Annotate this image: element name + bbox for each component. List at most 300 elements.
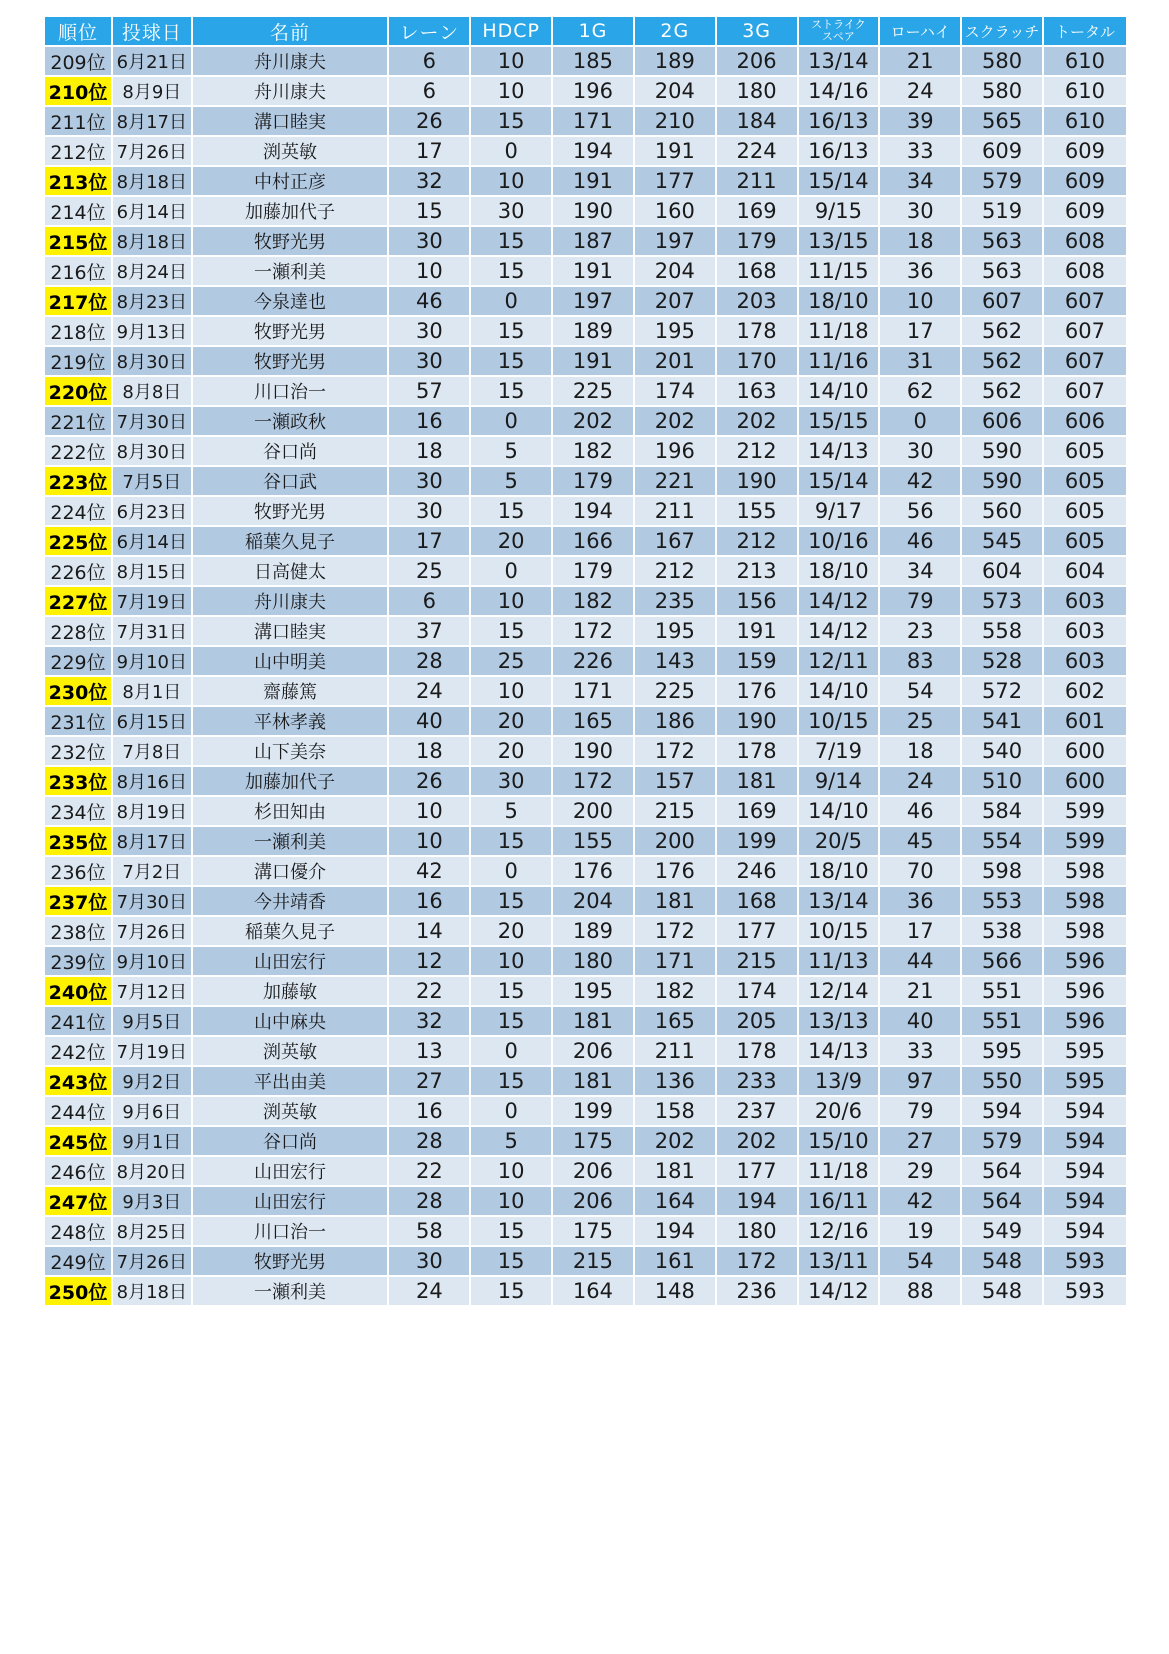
game2-cell: 189 (635, 47, 715, 75)
game1-cell: 175 (553, 1127, 633, 1155)
date-cell: 8月1日 (113, 677, 191, 705)
rank-cell: 212位 (45, 137, 111, 165)
low-high-cell: 34 (880, 557, 960, 585)
game1-cell: 191 (553, 347, 633, 375)
name-cell: 渕英敏 (193, 137, 388, 165)
low-high-cell: 54 (880, 1247, 960, 1275)
hdcp-cell: 0 (471, 407, 551, 435)
table-row (45, 677, 1126, 705)
game2-cell: 211 (635, 497, 715, 525)
name-cell: 日高健太 (193, 557, 388, 585)
lane-cell: 16 (389, 1097, 469, 1125)
scratch-cell: 549 (962, 1217, 1042, 1245)
game1-cell: 190 (553, 737, 633, 765)
date-cell: 8月8日 (113, 377, 191, 405)
name-cell: 溝口優介 (193, 857, 388, 885)
game2-cell: 171 (635, 947, 715, 975)
scratch-cell: 563 (962, 257, 1042, 285)
game1-cell: 191 (553, 257, 633, 285)
game3-cell: 177 (717, 917, 797, 945)
name-cell: 加藤加代子 (193, 767, 388, 795)
game1-cell: 197 (553, 287, 633, 315)
game3-cell: 177 (717, 1157, 797, 1185)
game2-cell: 157 (635, 767, 715, 795)
lane-cell: 30 (389, 227, 469, 255)
rank-cell: 245位 (45, 1127, 111, 1155)
strike-spare-cell: 18/10 (799, 557, 879, 585)
table-row (45, 1187, 1126, 1215)
date-cell: 9月5日 (113, 1007, 191, 1035)
strike-spare-cell: 13/13 (799, 1007, 879, 1035)
date-cell: 7月26日 (113, 137, 191, 165)
scratch-cell: 590 (962, 437, 1042, 465)
lane-cell: 17 (389, 137, 469, 165)
table-row (45, 287, 1126, 315)
table-row (45, 947, 1126, 975)
rank-cell: 231位 (45, 707, 111, 735)
total-cell: 596 (1044, 977, 1126, 1005)
hdcp-cell: 30 (471, 767, 551, 795)
date-cell: 9月10日 (113, 647, 191, 675)
header-lane: レーン (389, 17, 469, 45)
game3-cell: 156 (717, 587, 797, 615)
strike-spare-cell: 16/13 (799, 107, 879, 135)
game3-cell: 172 (717, 1247, 797, 1275)
low-high-cell: 44 (880, 947, 960, 975)
name-cell: 中村正彦 (193, 167, 388, 195)
name-cell: 山中明美 (193, 647, 388, 675)
game1-cell: 155 (553, 827, 633, 855)
hdcp-cell: 20 (471, 917, 551, 945)
hdcp-cell: 10 (471, 77, 551, 105)
rank-cell: 227位 (45, 587, 111, 615)
strike-spare-cell: 18/10 (799, 287, 879, 315)
rank-cell: 241位 (45, 1007, 111, 1035)
total-cell: 603 (1044, 617, 1126, 645)
table-row (45, 857, 1126, 885)
game1-cell: 179 (553, 557, 633, 585)
scratch-cell: 606 (962, 407, 1042, 435)
scratch-cell: 538 (962, 917, 1042, 945)
hdcp-cell: 15 (471, 377, 551, 405)
table-row (45, 107, 1126, 135)
strike-spare-cell: 13/14 (799, 47, 879, 75)
table-row (45, 1007, 1126, 1035)
hdcp-cell: 10 (471, 167, 551, 195)
hdcp-cell: 20 (471, 527, 551, 555)
strike-spare-cell: 11/13 (799, 947, 879, 975)
rank-cell: 240位 (45, 977, 111, 1005)
strike-spare-cell: 13/9 (799, 1067, 879, 1095)
total-cell: 594 (1044, 1127, 1126, 1155)
game2-cell: 161 (635, 1247, 715, 1275)
date-cell: 8月19日 (113, 797, 191, 825)
lane-cell: 40 (389, 707, 469, 735)
game1-cell: 171 (553, 677, 633, 705)
lane-cell: 16 (389, 407, 469, 435)
game1-cell: 189 (553, 317, 633, 345)
game2-cell: 195 (635, 317, 715, 345)
lane-cell: 32 (389, 1007, 469, 1035)
game2-cell: 158 (635, 1097, 715, 1125)
scratch-cell: 563 (962, 227, 1042, 255)
low-high-cell: 33 (880, 1037, 960, 1065)
total-cell: 610 (1044, 107, 1126, 135)
header-low-high: ローハイ (880, 17, 960, 45)
name-cell: 川口治一 (193, 1217, 388, 1245)
hdcp-cell: 10 (471, 677, 551, 705)
game3-cell: 205 (717, 1007, 797, 1035)
total-cell: 599 (1044, 827, 1126, 855)
date-cell: 8月20日 (113, 1157, 191, 1185)
total-cell: 596 (1044, 1007, 1126, 1035)
table-row (45, 77, 1126, 105)
game3-cell: 206 (717, 47, 797, 75)
scratch-cell: 551 (962, 977, 1042, 1005)
scratch-cell: 545 (962, 527, 1042, 555)
rank-cell: 238位 (45, 917, 111, 945)
game2-cell: 210 (635, 107, 715, 135)
game3-cell: 199 (717, 827, 797, 855)
game2-cell: 136 (635, 1067, 715, 1095)
scratch-cell: 565 (962, 107, 1042, 135)
strike-spare-cell: 14/12 (799, 1277, 879, 1305)
total-cell: 599 (1044, 797, 1126, 825)
game1-cell: 199 (553, 1097, 633, 1125)
lane-cell: 26 (389, 107, 469, 135)
strike-spare-cell: 7/19 (799, 737, 879, 765)
rank-cell: 211位 (45, 107, 111, 135)
name-cell: 溝口睦実 (193, 107, 388, 135)
lane-cell: 18 (389, 437, 469, 465)
date-cell: 8月18日 (113, 1277, 191, 1305)
scratch-cell: 541 (962, 707, 1042, 735)
hdcp-cell: 20 (471, 707, 551, 735)
hdcp-cell: 10 (471, 947, 551, 975)
lane-cell: 14 (389, 917, 469, 945)
rank-cell: 217位 (45, 287, 111, 315)
date-cell: 8月30日 (113, 347, 191, 375)
game1-cell: 185 (553, 47, 633, 75)
table-row (45, 527, 1126, 555)
game3-cell: 170 (717, 347, 797, 375)
rank-cell: 209位 (45, 47, 111, 75)
name-cell: 稲葉久見子 (193, 917, 388, 945)
total-cell: 604 (1044, 557, 1126, 585)
strike-spare-cell: 9/14 (799, 767, 879, 795)
date-cell: 7月12日 (113, 977, 191, 1005)
game3-cell: 159 (717, 647, 797, 675)
table-row (45, 407, 1126, 435)
game2-cell: 148 (635, 1277, 715, 1305)
date-cell: 9月10日 (113, 947, 191, 975)
low-high-cell: 79 (880, 587, 960, 615)
game1-cell: 206 (553, 1157, 633, 1185)
game2-cell: 160 (635, 197, 715, 225)
game2-cell: 186 (635, 707, 715, 735)
date-cell: 9月1日 (113, 1127, 191, 1155)
game2-cell: 211 (635, 1037, 715, 1065)
low-high-cell: 21 (880, 47, 960, 75)
hdcp-cell: 10 (471, 1157, 551, 1185)
game3-cell: 178 (717, 317, 797, 345)
game1-cell: 176 (553, 857, 633, 885)
name-cell: 平林孝義 (193, 707, 388, 735)
date-cell: 8月18日 (113, 167, 191, 195)
game1-cell: 172 (553, 617, 633, 645)
header-spare-label: スペア (821, 30, 855, 43)
table-row (45, 257, 1126, 285)
scratch-cell: 566 (962, 947, 1042, 975)
low-high-cell: 17 (880, 317, 960, 345)
header-rank: 順位 (45, 17, 111, 45)
rank-cell: 249位 (45, 1247, 111, 1275)
rank-cell: 233位 (45, 767, 111, 795)
strike-spare-cell: 11/18 (799, 317, 879, 345)
table-row (45, 917, 1126, 945)
scratch-cell: 554 (962, 827, 1042, 855)
scratch-cell: 594 (962, 1097, 1042, 1125)
hdcp-cell: 0 (471, 137, 551, 165)
date-cell: 6月14日 (113, 527, 191, 555)
name-cell: 加藤敏 (193, 977, 388, 1005)
rank-cell: 218位 (45, 317, 111, 345)
scratch-cell: 598 (962, 857, 1042, 885)
game3-cell: 176 (717, 677, 797, 705)
strike-spare-cell: 11/18 (799, 1157, 879, 1185)
game1-cell: 190 (553, 197, 633, 225)
hdcp-cell: 15 (471, 107, 551, 135)
hdcp-cell: 15 (471, 317, 551, 345)
hdcp-cell: 10 (471, 47, 551, 75)
total-cell: 598 (1044, 887, 1126, 915)
total-cell: 594 (1044, 1157, 1126, 1185)
game2-cell: 181 (635, 1157, 715, 1185)
rank-cell: 210位 (45, 77, 111, 105)
lane-cell: 26 (389, 767, 469, 795)
rank-cell: 226位 (45, 557, 111, 585)
rank-cell: 244位 (45, 1097, 111, 1125)
strike-spare-cell: 14/10 (799, 797, 879, 825)
header-strike-spare (799, 17, 879, 45)
hdcp-cell: 5 (471, 437, 551, 465)
game2-cell: 201 (635, 347, 715, 375)
table-row (45, 767, 1126, 795)
name-cell: 牧野光男 (193, 1247, 388, 1275)
low-high-cell: 24 (880, 767, 960, 795)
hdcp-cell: 20 (471, 737, 551, 765)
game2-cell: 172 (635, 737, 715, 765)
low-high-cell: 46 (880, 527, 960, 555)
game2-cell: 202 (635, 407, 715, 435)
table-row (45, 977, 1126, 1005)
lane-cell: 10 (389, 257, 469, 285)
hdcp-cell: 15 (471, 827, 551, 855)
game3-cell: 169 (717, 197, 797, 225)
low-high-cell: 33 (880, 137, 960, 165)
scratch-cell: 579 (962, 167, 1042, 195)
name-cell: 舟川康夫 (193, 47, 388, 75)
lane-cell: 16 (389, 887, 469, 915)
low-high-cell: 31 (880, 347, 960, 375)
name-cell: 牧野光男 (193, 317, 388, 345)
rank-cell: 242位 (45, 1037, 111, 1065)
rank-cell: 247位 (45, 1187, 111, 1215)
low-high-cell: 40 (880, 1007, 960, 1035)
game3-cell: 236 (717, 1277, 797, 1305)
lane-cell: 27 (389, 1067, 469, 1095)
game1-cell: 200 (553, 797, 633, 825)
low-high-cell: 56 (880, 497, 960, 525)
scratch-cell: 519 (962, 197, 1042, 225)
date-cell: 7月19日 (113, 1037, 191, 1065)
date-cell: 7月30日 (113, 407, 191, 435)
name-cell: 山田宏行 (193, 947, 388, 975)
name-cell: 谷口尚 (193, 437, 388, 465)
hdcp-cell: 15 (471, 347, 551, 375)
game1-cell: 206 (553, 1037, 633, 1065)
date-cell: 6月14日 (113, 197, 191, 225)
total-cell: 607 (1044, 287, 1126, 315)
hdcp-cell: 0 (471, 1037, 551, 1065)
date-cell: 6月15日 (113, 707, 191, 735)
strike-spare-cell: 15/15 (799, 407, 879, 435)
scratch-cell: 609 (962, 137, 1042, 165)
hdcp-cell: 15 (471, 887, 551, 915)
lane-cell: 42 (389, 857, 469, 885)
name-cell: 今泉達也 (193, 287, 388, 315)
table-row (45, 227, 1126, 255)
scratch-cell: 548 (962, 1247, 1042, 1275)
lane-cell: 30 (389, 317, 469, 345)
name-cell: 渕英敏 (193, 1097, 388, 1125)
scratch-cell: 562 (962, 347, 1042, 375)
header-total: トータル (1044, 17, 1126, 45)
table-row (45, 467, 1126, 495)
rank-cell: 213位 (45, 167, 111, 195)
low-high-cell: 36 (880, 257, 960, 285)
total-cell: 605 (1044, 467, 1126, 495)
game3-cell: 190 (717, 467, 797, 495)
lane-cell: 30 (389, 1247, 469, 1275)
game3-cell: 168 (717, 887, 797, 915)
game1-cell: 195 (553, 977, 633, 1005)
game3-cell: 174 (717, 977, 797, 1005)
table-row (45, 737, 1126, 765)
game3-cell: 180 (717, 77, 797, 105)
game2-cell: 204 (635, 77, 715, 105)
scratch-cell: 580 (962, 47, 1042, 75)
rank-cell: 229位 (45, 647, 111, 675)
total-cell: 598 (1044, 857, 1126, 885)
lane-cell: 13 (389, 1037, 469, 1065)
strike-spare-cell: 11/15 (799, 257, 879, 285)
total-cell: 594 (1044, 1097, 1126, 1125)
table-row (45, 347, 1126, 375)
total-cell: 607 (1044, 347, 1126, 375)
hdcp-cell: 0 (471, 857, 551, 885)
lane-cell: 30 (389, 497, 469, 525)
total-cell: 595 (1044, 1037, 1126, 1065)
lane-cell: 30 (389, 467, 469, 495)
table-row (45, 647, 1126, 675)
low-high-cell: 18 (880, 227, 960, 255)
name-cell: 一瀬利美 (193, 827, 388, 855)
hdcp-cell: 10 (471, 1187, 551, 1215)
hdcp-cell: 30 (471, 197, 551, 225)
date-cell: 9月3日 (113, 1187, 191, 1215)
strike-spare-cell: 13/15 (799, 227, 879, 255)
name-cell: 山田宏行 (193, 1157, 388, 1185)
table-row (45, 317, 1126, 345)
table-row (45, 497, 1126, 525)
rank-cell: 243位 (45, 1067, 111, 1095)
rank-cell: 221位 (45, 407, 111, 435)
total-cell: 603 (1044, 647, 1126, 675)
hdcp-cell: 0 (471, 287, 551, 315)
hdcp-cell: 15 (471, 1217, 551, 1245)
total-cell: 601 (1044, 707, 1126, 735)
lane-cell: 24 (389, 1277, 469, 1305)
name-cell: 杉田知由 (193, 797, 388, 825)
low-high-cell: 25 (880, 707, 960, 735)
scratch-cell: 558 (962, 617, 1042, 645)
date-cell: 9月13日 (113, 317, 191, 345)
game2-cell: 182 (635, 977, 715, 1005)
hdcp-cell: 15 (471, 257, 551, 285)
lane-cell: 24 (389, 677, 469, 705)
strike-spare-cell: 20/6 (799, 1097, 879, 1125)
lane-cell: 28 (389, 1187, 469, 1215)
rank-cell: 219位 (45, 347, 111, 375)
game2-cell: 195 (635, 617, 715, 645)
name-cell: 山下美奈 (193, 737, 388, 765)
low-high-cell: 46 (880, 797, 960, 825)
game2-cell: 225 (635, 677, 715, 705)
scratch-cell: 590 (962, 467, 1042, 495)
game3-cell: 246 (717, 857, 797, 885)
date-cell: 7月31日 (113, 617, 191, 645)
strike-spare-cell: 14/16 (799, 77, 879, 105)
game3-cell: 181 (717, 767, 797, 795)
date-cell: 6月21日 (113, 47, 191, 75)
low-high-cell: 0 (880, 407, 960, 435)
game2-cell: 172 (635, 917, 715, 945)
game2-cell: 235 (635, 587, 715, 615)
total-cell: 605 (1044, 497, 1126, 525)
game1-cell: 202 (553, 407, 633, 435)
total-cell: 607 (1044, 317, 1126, 345)
strike-spare-cell: 9/15 (799, 197, 879, 225)
low-high-cell: 39 (880, 107, 960, 135)
total-cell: 602 (1044, 677, 1126, 705)
total-cell: 605 (1044, 527, 1126, 555)
game3-cell: 190 (717, 707, 797, 735)
total-cell: 609 (1044, 197, 1126, 225)
name-cell: 川口治一 (193, 377, 388, 405)
table-row (45, 1277, 1126, 1305)
game3-cell: 180 (717, 1217, 797, 1245)
scratch-cell: 573 (962, 587, 1042, 615)
low-high-cell: 36 (880, 887, 960, 915)
game3-cell: 224 (717, 137, 797, 165)
low-high-cell: 30 (880, 197, 960, 225)
scratch-cell: 562 (962, 377, 1042, 405)
header-date: 投球日 (113, 17, 191, 45)
rank-cell: 224位 (45, 497, 111, 525)
name-cell: 舟川康夫 (193, 77, 388, 105)
game2-cell: 167 (635, 527, 715, 555)
